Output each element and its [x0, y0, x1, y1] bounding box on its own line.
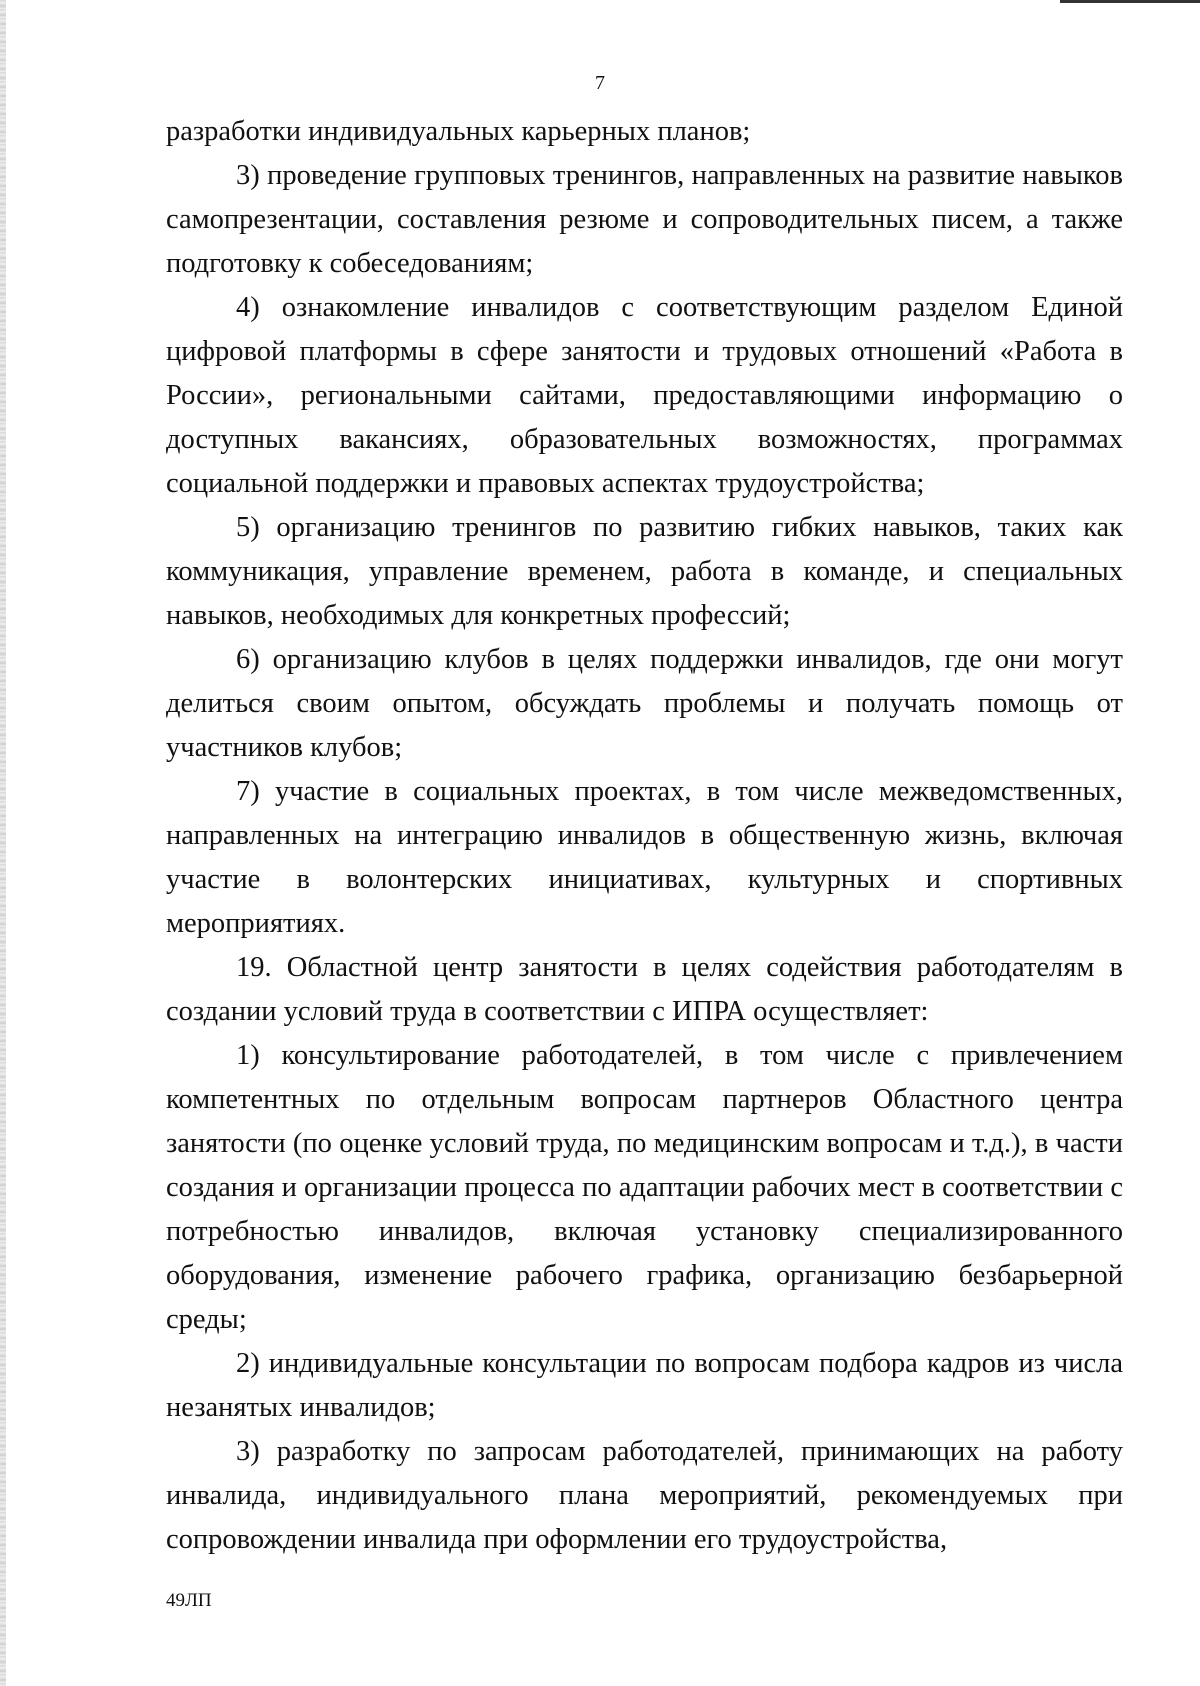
scan-edge-top [1060, 0, 1200, 3]
paragraph-item-5-soft-skills: 5) организацию тренингов по развитию гибких навыков, таких как коммуникация, управление временем, работа в команде, и специальных навыков, необходимых для конкретных профессий; [166, 512, 1123, 631]
paragraph-19-item-3-plan: 3) разработку по запросам работодателей, принимающих на работу инвалида, индивидуального плана мероприятий, рекомендуемых при сопровождении инвалида при оформлении его трудоустройства, [166, 1436, 1123, 1555]
paragraph-item-3-group-trainings: 3) проведение групповых тренингов, направленных на развитие навыков самопрезентации, составления резюме и сопроводительных писем, а также подготовку к собеседованиям; [166, 160, 1123, 279]
paragraph-19-item-2-consultations: 2) индивидуальные консультации по вопросам подбора кадров из числа незанятых инвалидов; [166, 1348, 1123, 1423]
paragraph-19-item-1-consulting: 1) консультирование работодателей, в том числе с привлечением компетентных по отдельным вопросам партнеров Областного центра занятости (по оценке условий труда, по медицинским вопросам и т.д.), в части создания и организации процесса по адаптации рабочих мест в соответствии с потребностью инвалидов, включая установку специализированного оборудования, изменение рабочего графика, организацию безбарьерной среды; [166, 1040, 1123, 1335]
paragraph-item-6-clubs: 6) организацию клубов в целях поддержки инвалидов, где они могут делиться своим опытом, обсуждать проблемы и получать помощь от участников клубов; [166, 644, 1123, 763]
paragraph-item-4-platform: 4) ознакомление инвалидов с соответствующим разделом Единой цифровой платформы в сфере занятости и трудовых отношений «Работа в России», региональными сайтами, предоставляющими информацию о доступных вакансиях, образовательных возможностях, программах социальной поддержки и правовых аспектах трудоустройства; [166, 292, 1123, 499]
document-body [166, 110, 1123, 1562]
paragraph-section-19: 19. Областной центр занятости в целях содействия работодателям в создании условий труда в соответствии с ИПРА осуществляет: [166, 952, 1123, 1027]
scan-edge-left [0, 0, 6, 1686]
paragraph-career-plans: разработки индивидуальных карьерных планов; [166, 116, 751, 147]
page-number: 7 [595, 72, 605, 94]
document-code: 49ЛП [166, 1590, 212, 1611]
paragraph-item-7-social-projects: 7) участие в социальных проектах, в том числе межведомственных, направленных на интеграцию инвалидов в общественную жизнь, включая участие в волонтерских инициативах, культурных и спортивных мероприятиях. [166, 776, 1123, 939]
